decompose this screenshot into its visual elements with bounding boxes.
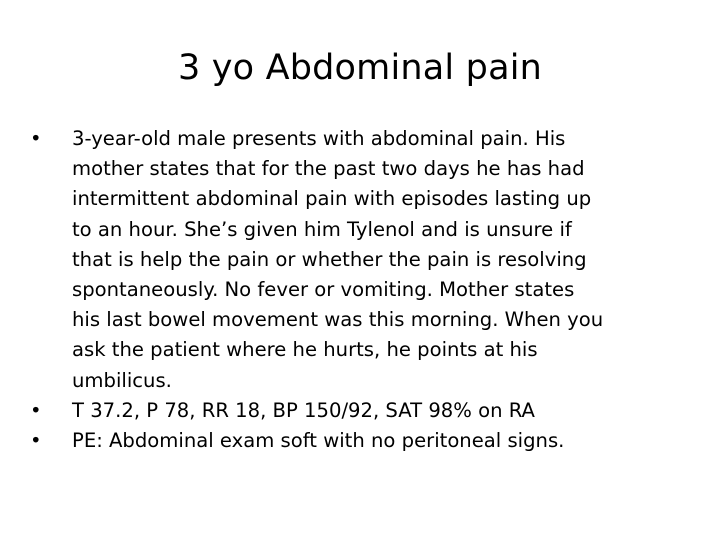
history-line: to an hour. She’s given him Tylenol and is unsure if [72, 217, 572, 241]
history-line: 3-year-old male presents with abdominal pain. His [72, 127, 566, 150]
bullet-list [24, 124, 696, 456]
history-line: ask the patient where he hurts, he points at his [72, 338, 538, 362]
vitals-line: T 37.2, P 78, RR 18, BP 150/92, SAT 98% on RA [72, 398, 535, 422]
physical-exam-line: PE: Abdominal exam soft with no peritoneal signs. [72, 429, 565, 453]
history-line: umbilicus. [72, 368, 172, 392]
history-line: mother states that for the past two days he has had [72, 157, 585, 181]
bullet-marker: • [30, 398, 42, 422]
history-line: intermittent abdominal pain with episodes lasting up [72, 187, 592, 211]
history-line: his last bowel movement was this morning. When you [72, 308, 604, 332]
bullet-marker: • [30, 127, 42, 150]
history-line: that is help the pain or whether the pain is resolving [72, 247, 587, 271]
history-line: spontaneously. No fever or vomiting. Mother states [72, 278, 575, 302]
slide-title: 3 yo Abdominal pain [177, 48, 543, 88]
bullet-marker: • [30, 429, 42, 453]
bullet-history [24, 124, 696, 396]
bullet-vitals [24, 396, 696, 426]
bullet-physical-exam [24, 426, 696, 456]
